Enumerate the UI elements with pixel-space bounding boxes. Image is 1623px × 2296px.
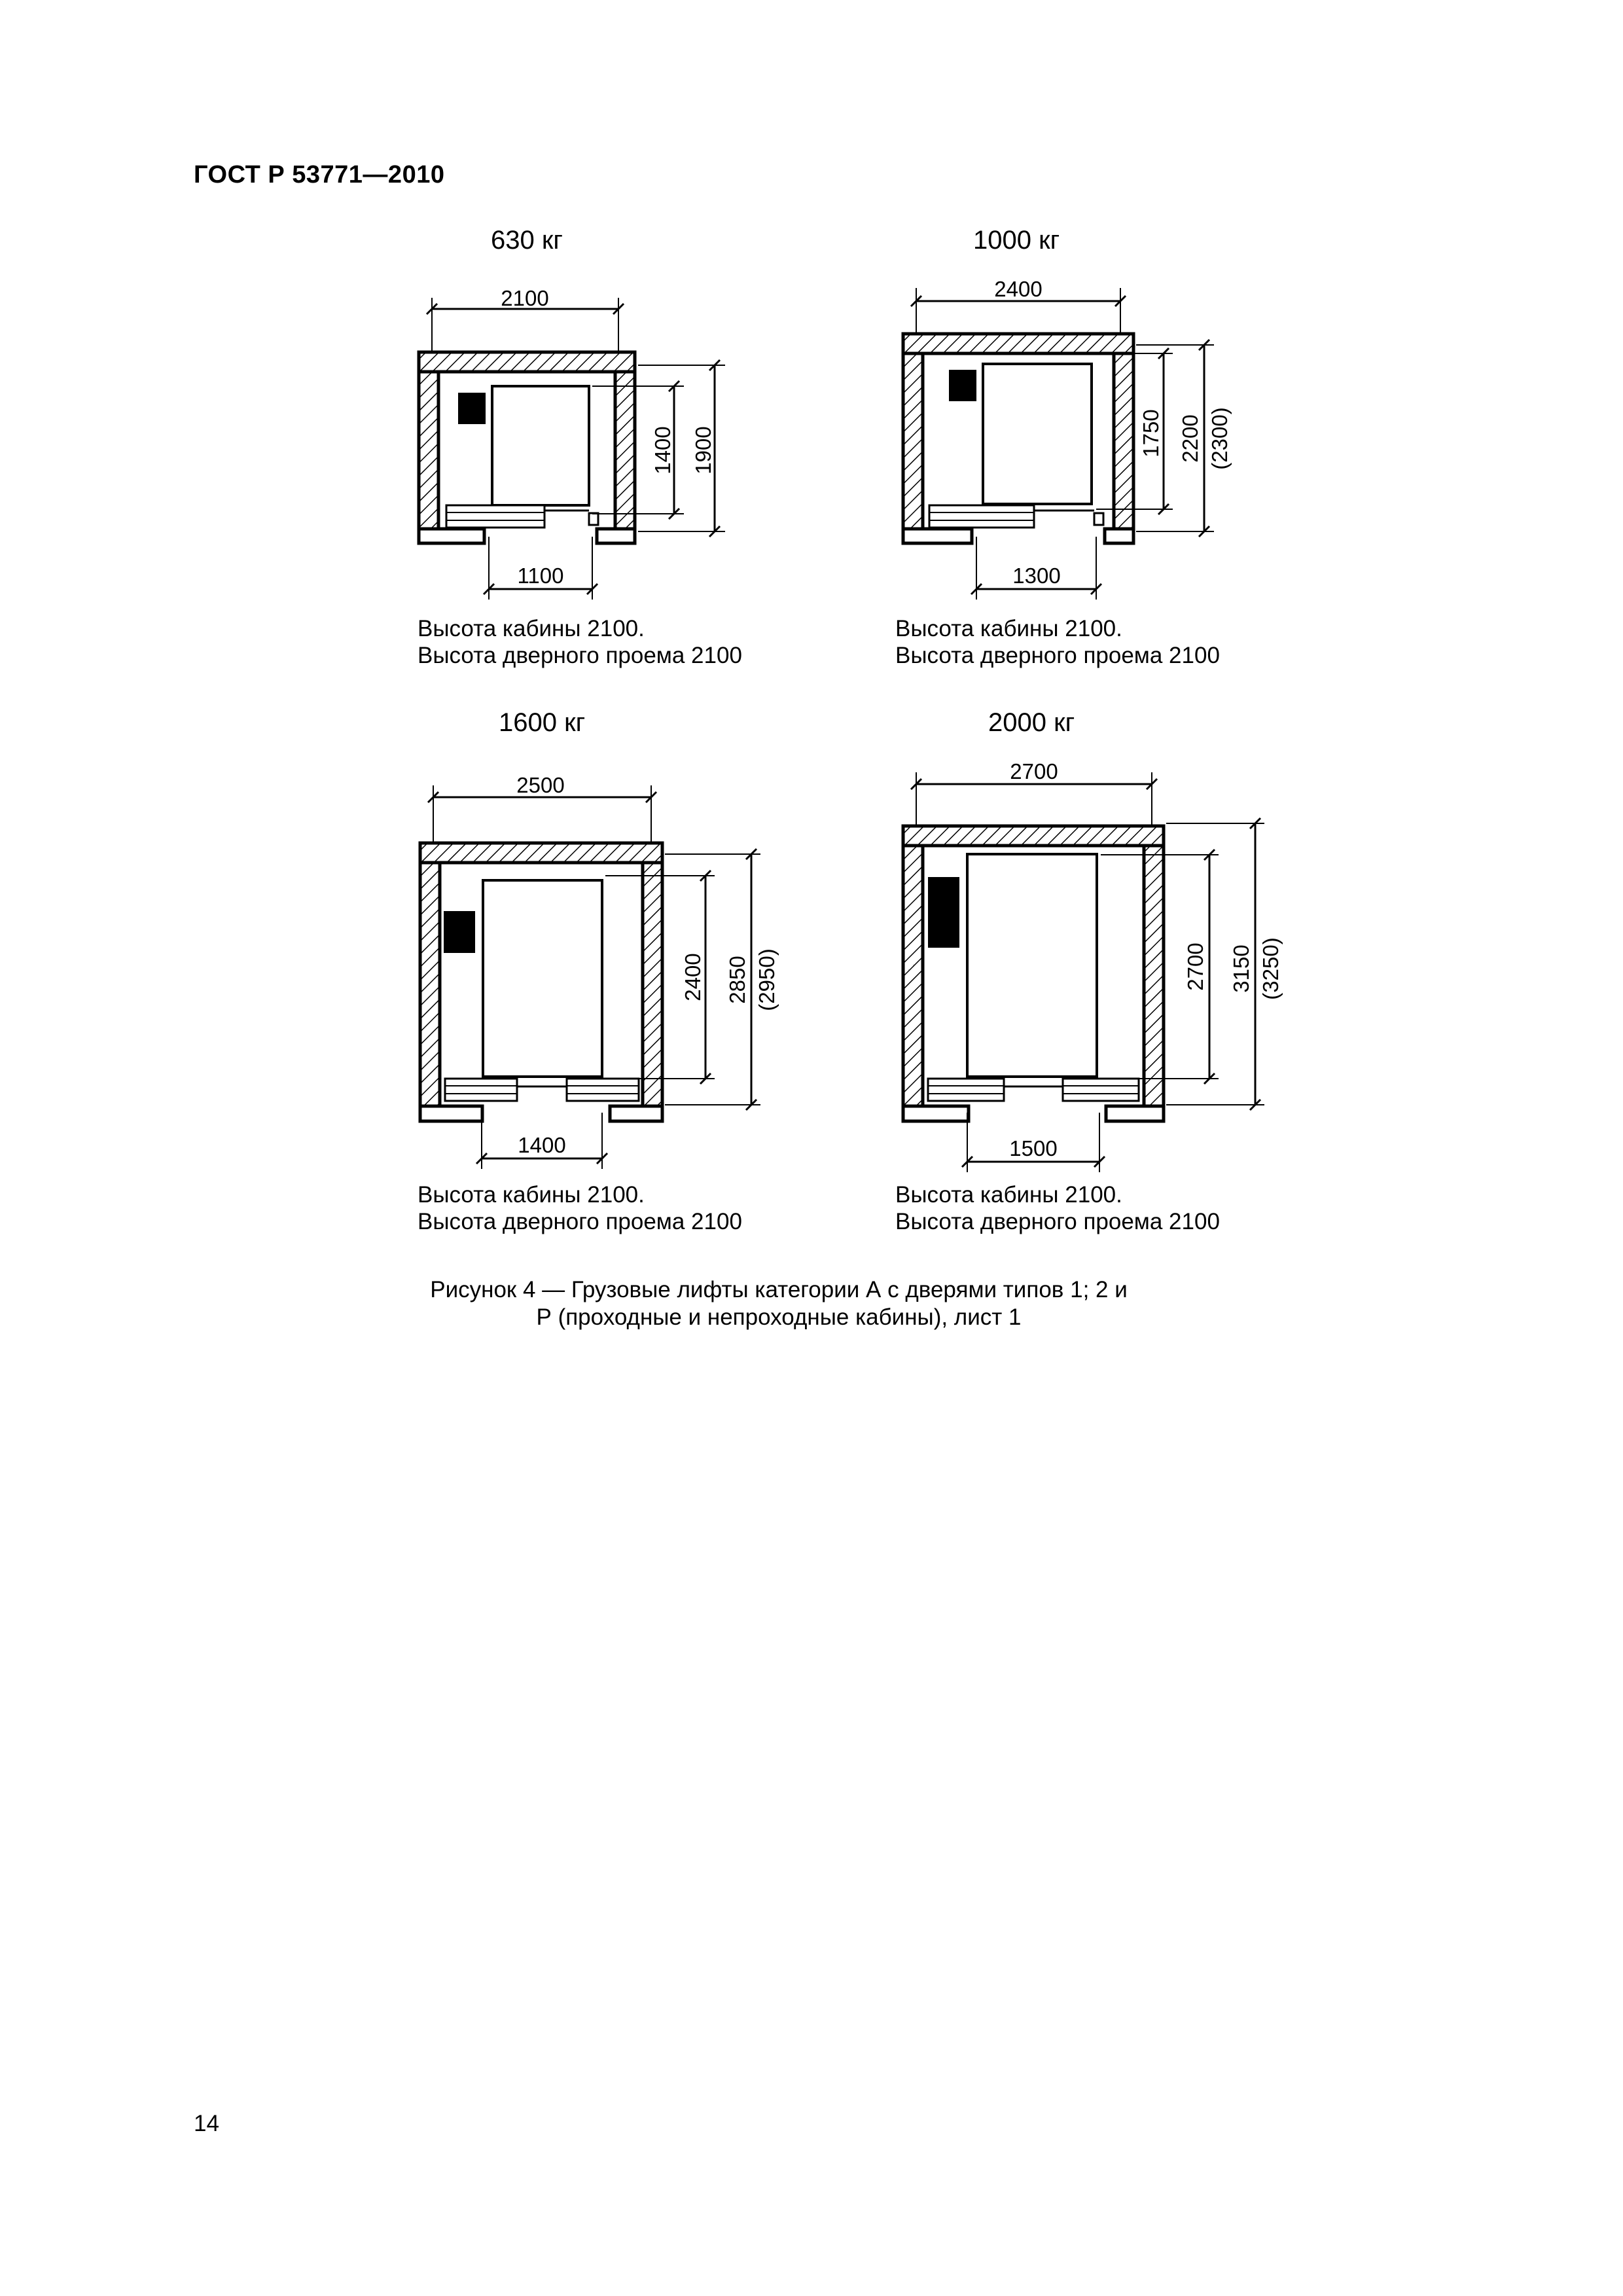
variant-weight-630: 630 кг [491, 226, 563, 255]
cabin-outline [492, 386, 589, 505]
door-sill [446, 505, 598, 528]
dim-shaft-depth-label: 1900 [691, 426, 715, 475]
elevator-plan-630 [419, 286, 725, 600]
document-header: ГОСТ Р 53771—2010 [194, 161, 445, 188]
dim-width-label: 2400 [994, 277, 1043, 301]
variant-notes-1000 [895, 615, 1220, 669]
cabin-outline [967, 854, 1097, 1077]
dim-shaft-depth-alt-label: (3250) [1258, 937, 1283, 1000]
dim-shaft-depth-label: 2200 [1178, 414, 1202, 463]
note-cabin-height: Высота кабины 2100. [895, 616, 1122, 641]
note-door-height: Высота дверного проема 2100 [418, 1209, 742, 1234]
control-panel-block [444, 911, 475, 953]
control-panel-block [949, 370, 976, 401]
cabin-outline [483, 880, 602, 1077]
page-number: 14 [194, 2111, 219, 2136]
dim-width-label: 2500 [516, 773, 565, 797]
dim-cabin-depth-label: 1750 [1139, 409, 1163, 457]
variant-notes-630 [418, 615, 742, 669]
figure-caption-line1: Рисунок 4 — Грузовые лифты категории А с дверями типов 1; 2 и [430, 1277, 1128, 1302]
elevator-plan-1000 [903, 277, 1232, 600]
cabin-outline [983, 364, 1092, 504]
variant-notes-2000 [895, 1181, 1220, 1235]
dim-door-label: 1400 [518, 1133, 566, 1157]
elevator-plan-1600 [420, 773, 779, 1169]
dim-door-label: 1500 [1009, 1136, 1058, 1160]
variant-notes-1600 [418, 1181, 742, 1235]
control-panel-block [928, 877, 959, 948]
elevator-plan-2000 [903, 759, 1283, 1172]
door-sill [445, 1079, 639, 1101]
note-door-height: Высота дверного проема 2100 [895, 643, 1220, 668]
note-cabin-height: Высота кабины 2100. [418, 616, 645, 641]
dim-shaft-depth-label: 3150 [1229, 944, 1253, 993]
dim-shaft-depth-alt-label: (2300) [1207, 407, 1232, 470]
note-cabin-height: Высота кабины 2100. [895, 1182, 1122, 1208]
note-cabin-height: Высота кабины 2100. [418, 1182, 645, 1208]
dim-shaft-depth-label: 2850 [725, 956, 749, 1004]
dim-door-label: 1100 [517, 564, 564, 588]
dim-shaft-depth-alt-label: (2950) [755, 948, 779, 1011]
dim-cabin-depth-label: 2700 [1183, 942, 1207, 991]
dim-width-label: 2100 [501, 286, 549, 310]
door-sill [929, 505, 1103, 528]
variant-weight-2000: 2000 кг [988, 708, 1075, 737]
note-door-height: Высота дверного проема 2100 [895, 1209, 1220, 1234]
dim-cabin-depth-label: 2400 [681, 953, 705, 1001]
door-sill [928, 1079, 1139, 1101]
dim-door-label: 1300 [1012, 564, 1061, 588]
dim-cabin-depth-label: 1400 [651, 426, 675, 475]
dim-width-label: 2700 [1010, 759, 1058, 783]
figure-caption [366, 1276, 1191, 1331]
figure-caption-line2: Р (проходные и непроходные кабины), лист 1 [536, 1304, 1022, 1330]
note-door-height: Высота дверного проема 2100 [418, 643, 742, 668]
control-panel-block [458, 393, 486, 424]
variant-weight-1600: 1600 кг [499, 708, 586, 737]
variant-weight-1000: 1000 кг [973, 226, 1060, 255]
